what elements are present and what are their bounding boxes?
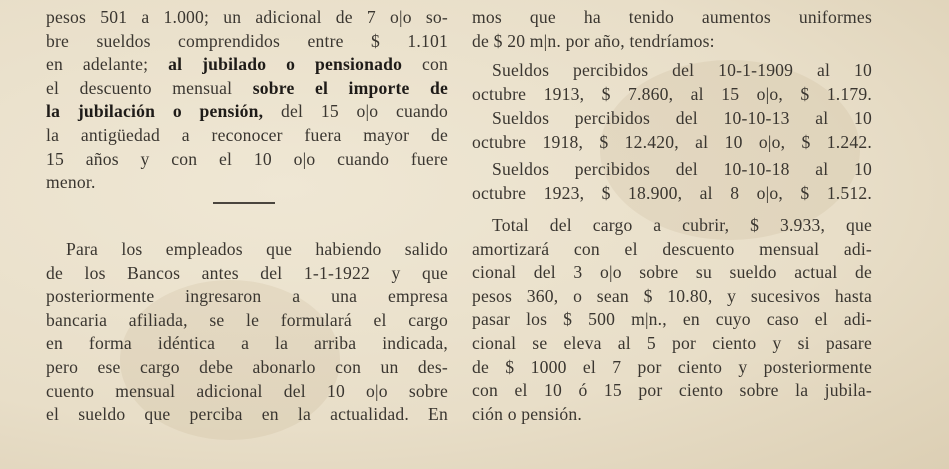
paragraph-sueldos-1909 [472,59,872,106]
text-line: Total del cargo a cubrir, $ 3.933, que [492,215,872,235]
paragraph-sueldos-1913 [472,107,872,154]
text-line: cional se eleva al 5 por ciento y si pasare [472,332,872,353]
text-line: octubre 1913, $ 7.860, al 15 o|o, $ 1.179. [472,83,872,104]
text-line: la antigüedad a reconocer fuera mayor de [46,124,448,145]
text-line: pero ese cargo debe abonarlo con un des- [46,356,448,377]
paragraph-empleados [46,238,448,427]
text-line: octubre 1918, $ 12.420, al 10 o|o, $ 1.242. [472,131,872,152]
text-line: menor. [46,172,96,193]
text-line: de $ 20 m|n. por año, tendríamos: [472,30,715,51]
text-line: con el 10 ó 15 por ciento sobre la jubila- [472,380,872,401]
text-line: cional del 3 o|o sobre su sueldo actual de [472,262,872,283]
text-line: mos que ha tenido aumentos uniformes [472,7,872,27]
bold-phrase: sobre el importe de [252,77,448,98]
text-line: pasar los $ 500 m|n., en cuyo caso el adi- [472,309,872,330]
text-line: el descuento mensual sobre el importe de [46,77,448,98]
text-line: la jubilación o pensión, del 15 o|o cuando [46,101,449,122]
text-line: Sueldos percibidos del 10-10-13 al 10 [492,108,872,128]
text-line: Sueldos percibidos del 10-10-18 al 10 [492,159,872,179]
section-divider [213,202,275,204]
text-line: cuento mensual adicional del 10 o|o sobre [46,380,448,401]
text-line: el sueldo que perciba en la actualidad. En [46,404,448,425]
text-line: pesos 501 a 1.000; un adicional de 7 o|o so- [46,7,448,27]
bold-phrase: al jubilado o pensionado [168,54,403,75]
text-line: 15 años y con el 10 o|o cuando fuere [46,148,448,169]
paragraph-sueldos-1918 [472,158,872,205]
text-line: pesos 360, o sean $ 10.80, y sucesivos hasta [472,285,872,306]
text-line: ción o pensión. [472,403,583,424]
paragraph-total [472,214,872,426]
paragraph-intro [472,6,872,53]
text-line: octubre 1923, $ 18.900, al 8 o|o, $ 1.512. [472,182,872,203]
bold-phrase: la jubilación o pensión, [46,101,264,122]
text-line: Para los empleados que habiendo salido [66,239,448,259]
paragraph-jubilado [46,6,448,195]
text-line: Sueldos percibidos del 10-1-1909 al 10 [492,60,872,80]
text-line: en adelante; al jubilado o pensionado con [46,54,449,75]
text-line: bre sueldos comprendidos entre $ 1.101 [46,30,448,51]
text-line: de $ 1000 el 7 por ciento y posteriormente [472,356,872,377]
text-line: bancaria afiliada, se le formulará el cargo [46,309,448,330]
text-line: posteriormente ingresaron a una empresa [46,286,448,307]
text-line: en forma idéntica a la arriba indicada, [46,333,448,354]
text-line: de los Bancos antes del 1-1-1922 y que [46,262,448,283]
text-line: amortizará con el descuento mensual adi- [472,238,872,259]
